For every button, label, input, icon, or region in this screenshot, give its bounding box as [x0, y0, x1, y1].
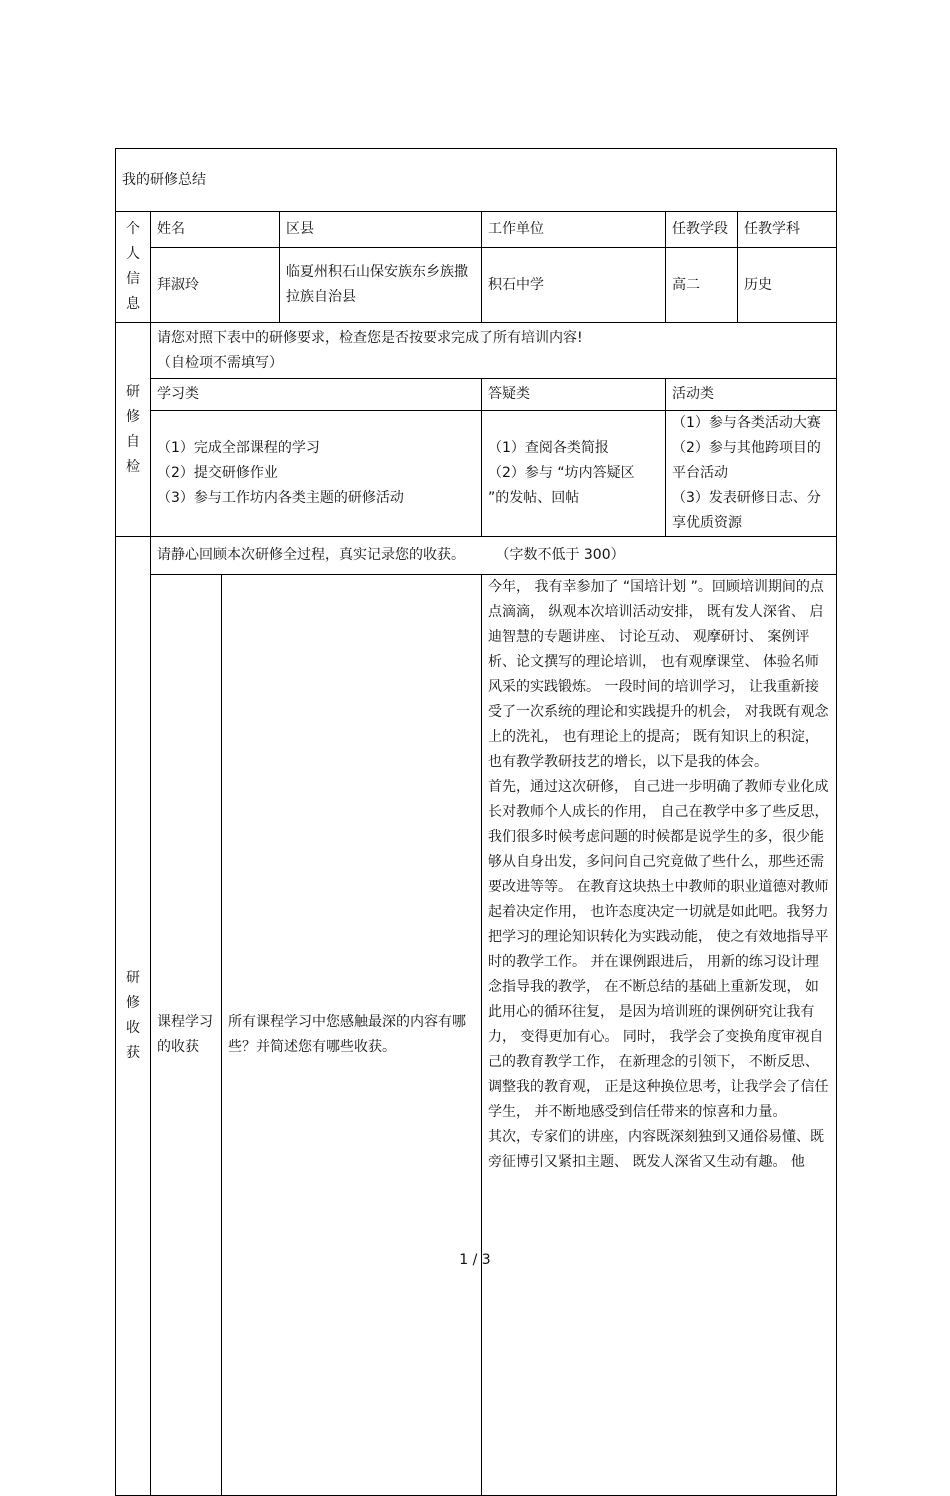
essay-paragraph-1: 今年， 我有幸参加了 “国培计划 ”。回顾培训期间的点点滴滴， 纵观本次培训活动安排， 既有发人深省、 启迪智慧的专题讲座、 讨论互动、 观摩研讨、 案例评析、论文撰写的理论培训， 也有观摩课堂、 体验名师风采的实践锻炼。 一段时间的培训学习， 让我重新接受了一次系统的理论和实践提升的机会， 对我既有观念上的洗礼， 也有理论上的提高； 既有知识上的积淀， 也有教学教研技艺的增长，以下是我的体会。	[488, 579, 829, 770]
harvest-word-count: （字数不低于 300）	[495, 547, 625, 563]
selfcheck-instruction: 请您对照下表中的研修要求，检查您是否按要求完成了所有培训内容!	[157, 329, 583, 346]
harvest-instruction: 请静心回顾本次研修全过程，真实记录您的收获。	[157, 547, 465, 563]
header-unit: 工作单位	[482, 212, 666, 248]
header-activity: 活动类	[666, 379, 837, 411]
course-harvest-answer	[482, 575, 837, 1496]
summary-form-table	[115, 148, 837, 1496]
header-county: 区县	[280, 212, 482, 248]
selfcheck-note: （自检项不需填写）	[157, 354, 283, 371]
qa-requirements: （1）查阅各类简报 （2）参与 “坊内答疑区 ”的发帖、回帖	[482, 411, 666, 537]
essay-paragraph-2: 首先，通过这次研修， 自己进一步明确了教师专业化成长对教师个人成长的作用， 自己在教学中多了些反思，我们很多时候考虑问题的时候都是说学生的多，很少能够从自身出发，多问问自己究竟做了些什么，那些还需要改进等等。 在教育这块热土中教师的职业道德对教师起着决定作用， 也许态度决定一切就是如此吧。我努力把学习的理论知识转化为实践动能， 使之有效地指导平时的教学工作。 并在课例跟进后， 用新的练习设计理念指导我的教学， 在不断总结的基础上重新发现， 如此用心的循环往复， 是因为培训班的课例研究让我有力， 变得更加有心。 同时， 我学会了变换角度审视自己的教育教学工作， 在新理念的引领下， 不断反思、 调整我的教育观， 正是这种换位思考，让我学会了信任学生， 并不断地感受到信任带来的惊喜和力量。	[488, 779, 829, 1120]
personal-section-text: 个 人 信 息	[126, 221, 140, 312]
selfcheck-header-row	[116, 379, 837, 411]
harvest-section-label	[116, 537, 151, 1496]
value-name: 拜淑玲	[151, 248, 280, 323]
study-requirements: （1）完成全部课程的学习 （2）提交研修作业 （3）参与工作坊内各类主题的研修活动	[151, 411, 482, 537]
harvest-instruction-cell	[151, 537, 837, 575]
value-stage: 高二	[666, 248, 738, 323]
harvest-instruction-row	[116, 537, 837, 575]
header-qa: 答疑类	[482, 379, 666, 411]
selfcheck-instruction-row	[116, 323, 837, 379]
page-number: 1 / 3	[459, 1252, 491, 1268]
header-name: 姓名	[151, 212, 280, 248]
personal-section-label	[116, 212, 151, 323]
selfcheck-section-text: 研 修 自 检	[126, 383, 140, 475]
personal-header-row	[116, 212, 837, 248]
value-unit: 积石中学	[482, 248, 666, 323]
course-harvest-row	[116, 575, 837, 1496]
value-county: 临夏州积石山保安族东乡族撒拉族自治县	[280, 248, 482, 323]
activity-requirements: （1）参与各类活动大赛 （2）参与其他跨项目的平台活动 （3）发表研修日志、分享优质资源	[666, 411, 837, 537]
selfcheck-section-label	[116, 323, 151, 537]
selfcheck-instruction-cell	[151, 323, 837, 379]
value-subject: 历史	[738, 248, 837, 323]
course-harvest-label: 课程学习的收获	[151, 575, 222, 1496]
title-row	[116, 149, 837, 212]
header-study: 学习类	[151, 379, 482, 411]
form-title: 我的研修总结	[116, 149, 837, 212]
header-subject: 任教学科	[738, 212, 837, 248]
essay-paragraph-3: 其次，专家们的讲座，内容既深刻独到又通俗易懂、既旁征博引又紧扣主题、 既发人深省又生动有趣。 他	[488, 1129, 824, 1170]
header-stage: 任教学段	[666, 212, 738, 248]
selfcheck-content-row	[116, 411, 837, 537]
course-harvest-question: 所有课程学习中您感触最深的内容有哪些？并简述您有哪些收获。	[222, 575, 482, 1496]
personal-values-row	[116, 248, 837, 323]
harvest-section-text: 研 修 收 获	[126, 970, 140, 1061]
